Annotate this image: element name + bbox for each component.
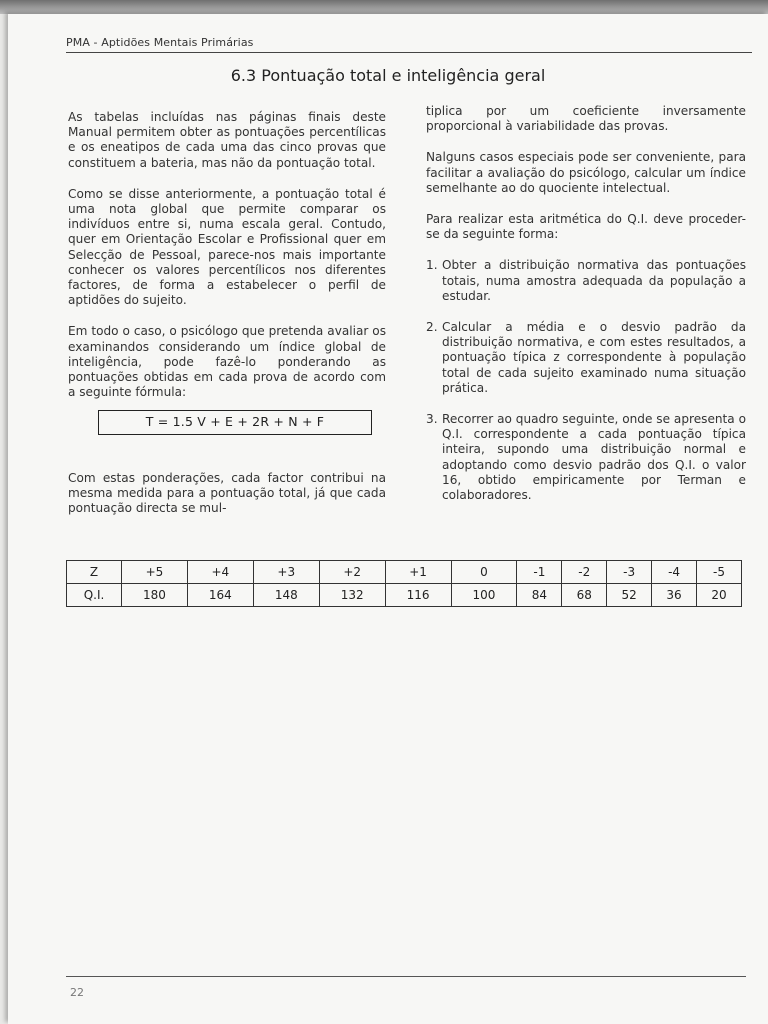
right-column: [426, 104, 746, 519]
table-cell: +3: [253, 561, 319, 584]
paragraph: As tabelas incluídas nas páginas finais deste Manual permitem obter as pontuações percentílicas e os eneatipos de cada uma das cinco provas que constituem a bateria, mas não da pontuação total.: [68, 110, 386, 170]
list-text: Obter a distribuição normativa das pontuações totais, numa amostra adequada da população a estudar.: [442, 258, 746, 303]
table-cell: +2: [319, 561, 385, 584]
table-cell: +1: [385, 561, 451, 584]
paragraph: Nalguns casos especiais pode ser conveniente, para facilitar a avaliação do psicólogo, calcular um índice semelhante ao do quociente intelectual.: [426, 150, 746, 195]
table-cell: +4: [187, 561, 253, 584]
table-row-z: [67, 561, 742, 584]
list-number: 1.: [426, 258, 438, 273]
table-cell: 84: [517, 584, 562, 607]
z-to-qi-table: [66, 560, 742, 607]
running-header: PMA - Aptidões Mentais Primárias: [66, 36, 752, 53]
scan-top-edge: [0, 0, 768, 14]
page-number: 22: [70, 986, 84, 999]
table-cell: 68: [562, 584, 607, 607]
table-cell: 116: [385, 584, 451, 607]
paragraph: Para realizar esta aritmética do Q.I. deve proceder-se da seguinte forma:: [426, 212, 746, 242]
list-text: Recorrer ao quadro seguinte, onde se apresenta o Q.I. correspondente a cada pontuação típica inteira, supondo uma distribuição normal e adoptando como desvio padrão dos Q.I. o valor 16, obtido empiricamente por Terman e colaboradores.: [442, 412, 746, 503]
list-number: 3.: [426, 412, 438, 427]
paragraph: Com estas ponderações, cada factor contribui na mesma medida para a pontuação total, já que cada pontuação directa se mul-: [68, 470, 386, 516]
table-cell: 180: [122, 584, 188, 607]
paragraph: Como se disse anteriormente, a pontuação total é uma nota global que permite comparar os indivíduos entre si, numa escala geral. Contudo, quer em Orientação Escolar e Profissional quer em Selecção de Pessoal, parece-nos mais importante conhecer os valores percentílicos nos diferentes factores, de forma a estabelecer o perfil de aptidões do sujeito.: [68, 186, 386, 308]
list-text: Calcular a média e o desvio padrão da distribuição normativa, e com estes resultados, a pontuação típica z correspondente à população total de cada sujeito examinado numa situação prática.: [442, 320, 746, 395]
table-cell: 164: [187, 584, 253, 607]
table-cell: 132: [319, 584, 385, 607]
section-title: 6.3 Pontuação total e inteligência geral: [230, 66, 546, 85]
table-cell: -3: [607, 561, 652, 584]
formula-box: T = 1.5 V + E + 2R + N + F: [98, 410, 372, 434]
table-row-qi: [67, 584, 742, 607]
table-cell: -4: [652, 561, 697, 584]
list-item: [426, 412, 746, 503]
document-page: [8, 14, 768, 1024]
left-column: [68, 110, 386, 532]
table-cell: -5: [697, 561, 742, 584]
row-header-qi: Q.I.: [67, 584, 122, 607]
paragraph: tiplica por um coeficiente inversamente proporcional à variabilidade das provas.: [426, 104, 746, 134]
table-cell: 52: [607, 584, 652, 607]
table-cell: 20: [697, 584, 742, 607]
table-cell: 100: [451, 584, 517, 607]
table-cell: -2: [562, 561, 607, 584]
list-item: [426, 258, 746, 304]
list-item: [426, 320, 746, 396]
row-header-z: Z: [67, 561, 122, 584]
list-number: 2.: [426, 320, 438, 335]
paragraph: Em todo o caso, o psicólogo que pretenda avaliar os examinandos considerando um índice global de inteligência, pode fazê-lo ponderando as pontuações obtidas em cada prova de acordo com a seguinte fórmula:: [68, 324, 386, 400]
footer-rule: [66, 976, 746, 977]
table-cell: 0: [451, 561, 517, 584]
table-cell: +5: [122, 561, 188, 584]
table-cell: -1: [517, 561, 562, 584]
table-cell: 36: [652, 584, 697, 607]
table-cell: 148: [253, 584, 319, 607]
